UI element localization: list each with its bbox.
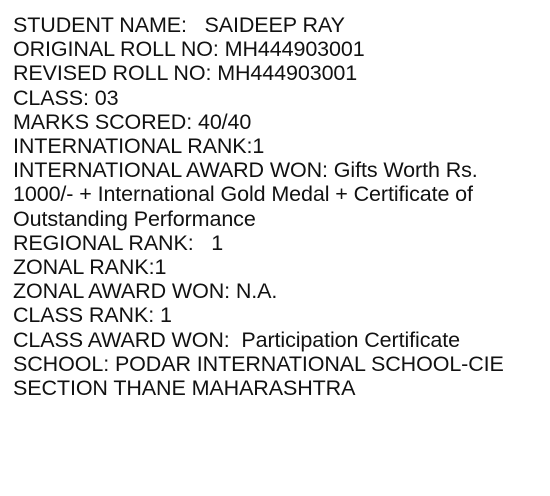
- regional-rank-line: REGIONAL RANK: 1: [13, 230, 224, 255]
- original-roll-no-line: ORIGINAL ROLL NO: MH444903001: [13, 37, 365, 62]
- international-rank-line: INTERNATIONAL RANK:1: [13, 134, 265, 159]
- class-award-line: CLASS AWARD WON: Participation Certificate: [13, 327, 460, 352]
- revised-roll-no-line: REVISED ROLL NO: MH444903001: [13, 61, 358, 86]
- class-line: CLASS: 03: [13, 85, 119, 110]
- marks-scored-line: MARKS SCORED: 40/40: [13, 109, 252, 134]
- zonal-award-line: ZONAL AWARD WON: N.A.: [13, 279, 278, 304]
- school-line-2: SECTION THANE MAHARASHTRA: [13, 376, 356, 401]
- international-award-line-3: Outstanding Performance: [13, 206, 256, 231]
- zonal-rank-line: ZONAL RANK:1: [13, 255, 167, 280]
- class-rank-line: CLASS RANK: 1: [13, 303, 172, 328]
- student-name-line: STUDENT NAME: SAIDEEP RAY: [13, 13, 345, 37]
- international-award-line-1: INTERNATIONAL AWARD WON: Gifts Worth Rs.: [13, 158, 478, 183]
- international-award-line-2: 1000/- + International Gold Medal + Certificate of: [13, 182, 473, 207]
- school-line-1: SCHOOL: PODAR INTERNATIONAL SCHOOL-CIE: [13, 351, 504, 376]
- result-document: [13, 13, 543, 400]
